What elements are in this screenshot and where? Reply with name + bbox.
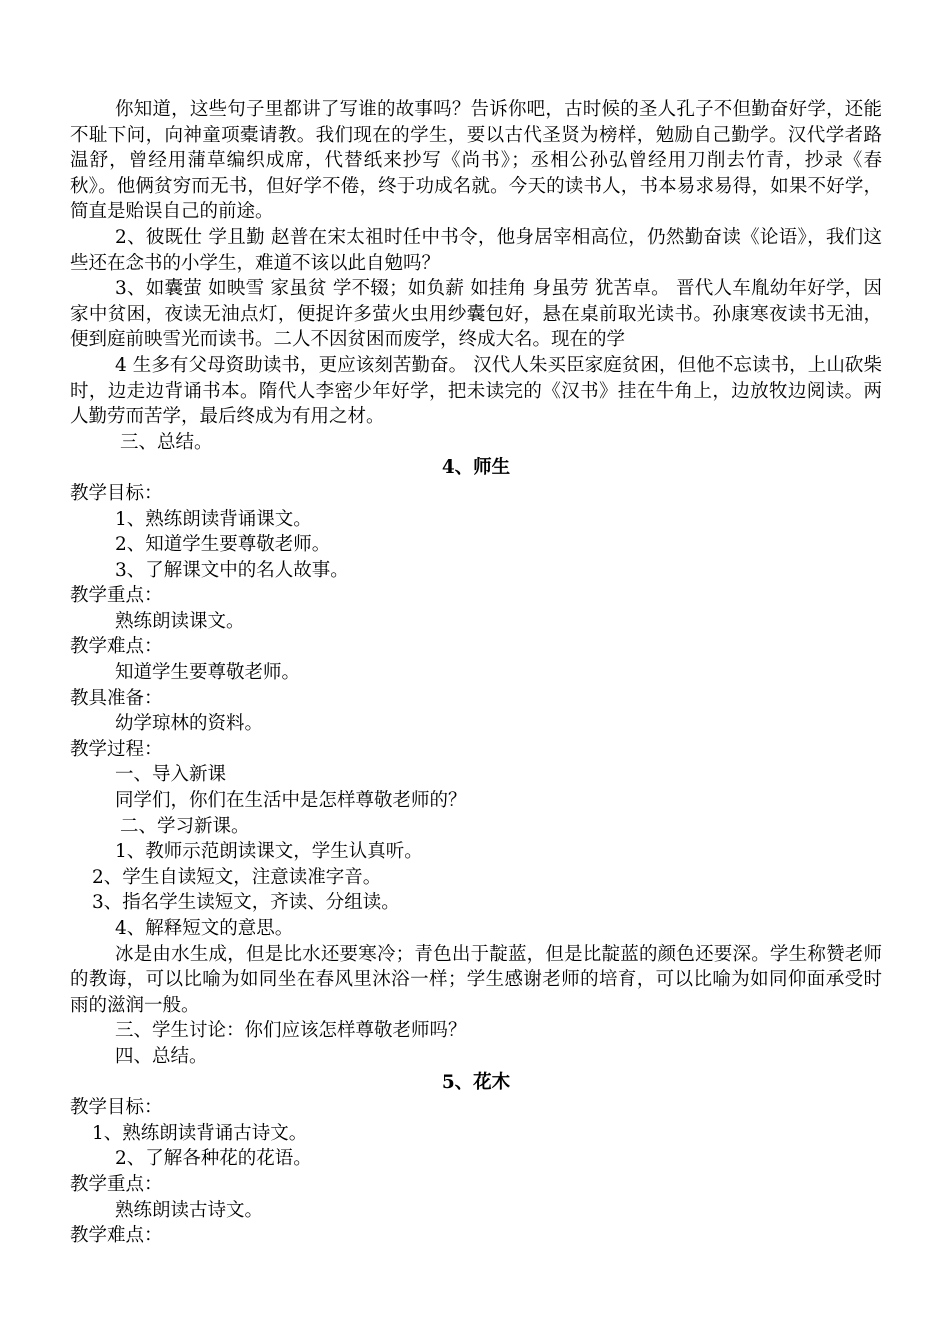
- lesson-4-goal: 3、了解课文中的名人故事。: [115, 559, 349, 581]
- lesson-4-goal: 1、熟练朗读背诵课文。: [115, 508, 312, 530]
- lesson-4-step-2: 二、学习新课。: [120, 815, 250, 837]
- lesson-4-step-4: 四、总结。: [115, 1045, 208, 1067]
- lesson-4-difficulty: 知道学生要尊敬老师。: [115, 662, 301, 684]
- lesson-4-step-2-item: 2、学生自读短文，注意读准字音。: [92, 866, 382, 888]
- lesson-5-goal: 2、了解各种花的花语。: [115, 1148, 312, 1170]
- lesson-4-goal-label: 教学目标：: [70, 482, 163, 504]
- lesson-4-tools-label: 教具准备：: [70, 687, 163, 709]
- lesson-5-title: 5、花木: [441, 1071, 511, 1093]
- lesson-4-step-1: 一、导入新课: [115, 764, 227, 786]
- lesson-5-difficulty-label: 教学难点：: [70, 1225, 163, 1247]
- lesson-4-step-2-item: 3、指名学生读短文，齐读、分组读。: [92, 892, 400, 914]
- lesson-5-key-label: 教学重点：: [70, 1173, 163, 1195]
- lesson-4-explanation: 冰是由水生成，但是比水还要寒冷；青色出于靛蓝，但是比靛蓝的颜色还要深。学生称赞老师的教诲，可以比喻为如同坐在春风里沐浴一样；学生感谢老师的培育，可以比喻为如同仰面承受时雨的滋润一般。: [70, 943, 882, 1016]
- summary-line: 三、总结。: [120, 431, 213, 453]
- document-page: [70, 97, 882, 1249]
- lesson-4-step-2-item: 1、教师示范朗读课文，学生认真听。: [115, 841, 423, 863]
- lesson-4-key: 熟练朗读课文。: [115, 610, 245, 632]
- lesson-5-goal: 1、熟练朗读背诵古诗文。: [92, 1122, 308, 1144]
- lesson-5-key: 熟练朗读古诗文。: [115, 1199, 264, 1221]
- intro-paragraph: 2、彼既仕 学且勤 赵普在宋太祖时任中书令，他身居宰相高位，仍然勤奋读《论语》，我们这些还在念书的小学生，难道不该以此自勉吗？: [70, 226, 882, 274]
- intro-paragraph: 4 生多有父母资助读书，更应该刻苦勤奋。 汉代人朱买臣家庭贫困，但他不忘读书，上山砍柴时，边走边背诵书本。隋代人李密少年好学，把未读完的《汉书》挂在牛角上，边放牧边阅读。两人勤劳而苦学，最后终成为有用之材。: [70, 354, 882, 428]
- lesson-4-goal: 2、知道学生要尊敬老师。: [115, 534, 331, 556]
- intro-paragraph: 你知道，这些句子里都讲了写谁的故事吗？告诉你吧，古时候的圣人孔子不但勤奋好学，还能不耻下问，向神童项橐请教。我们现在的学生，要以古代圣贤为榜样，勉励自己勤学。汉代学者路温舒，曾经用蒲草编织成席，代替纸来抄写《尚书》；丞相公孙弘曾经用刀削去竹青，抄录《春秋》。他俩贫穷而无书，但好学不倦，终于功成名就。今天的读书人，书本易求易得，如果不好学，简直是贻误自己的前途。: [70, 99, 882, 223]
- lesson-5-goal-label: 教学目标：: [70, 1097, 163, 1119]
- lesson-4-difficulty-label: 教学难点：: [70, 636, 163, 658]
- lesson-4-step-3: 三、学生讨论：你们应该怎样尊敬老师吗？: [115, 1020, 467, 1042]
- lesson-4-step-1-text: 同学们，你们在生活中是怎样尊敬老师的？: [115, 790, 467, 812]
- lesson-4-process-label: 教学过程：: [70, 738, 163, 760]
- intro-paragraph: 3、如囊萤 如映雪 家虽贫 学不辍；如负薪 如挂角 身虽劳 犹苦卓。 晋代人车胤幼年好学，因家中贫困，夜读无油点灯，便捉许多萤火虫用纱囊包好，悬在桌前取光读书。孙康寒夜读书无油，便到庭前映雪光而读书。二人不因贫困而废学，终成大名。现在的学: [70, 278, 882, 351]
- lesson-4-key-label: 教学重点：: [70, 585, 163, 607]
- lesson-4-tools: 幼学琼林的资料。: [115, 713, 264, 735]
- lesson-4-title: 4、师生: [441, 457, 511, 479]
- lesson-4-step-2-item: 4、解释短文的意思。: [115, 918, 294, 939]
